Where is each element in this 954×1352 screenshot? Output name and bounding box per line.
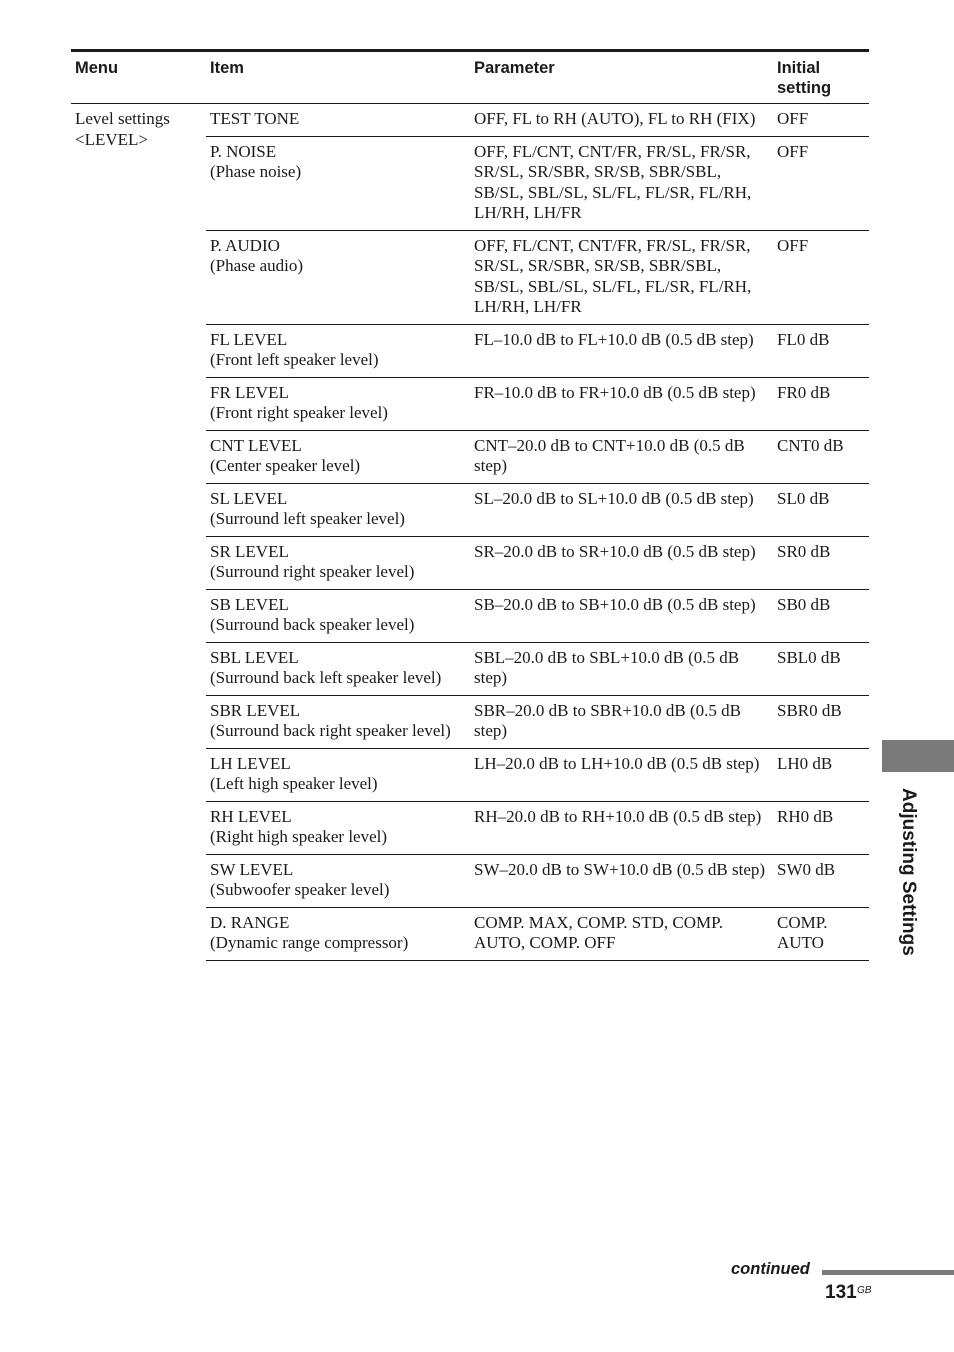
level-settings-table [71, 52, 869, 961]
item-description: (Front left speaker level) [210, 350, 379, 369]
item-cell [206, 136, 470, 230]
side-tab-label: Adjusting Settings [898, 788, 919, 956]
initial-setting-cell: OFF [773, 136, 869, 230]
parameter-cell: SL–20.0 dB to SL+10.0 dB (0.5 dB step) [470, 483, 773, 536]
item-name: CNT LEVEL [210, 435, 302, 455]
item-cell [206, 748, 470, 801]
initial-setting-cell: SR0 dB [773, 536, 869, 589]
item-description: (Surround left speaker level) [210, 509, 405, 528]
item-cell [206, 854, 470, 907]
item-name: LH LEVEL [210, 753, 291, 773]
parameter-cell: COMP. MAX, COMP. STD, COMP. AUTO, COMP. OFF [470, 907, 773, 960]
header-menu: Menu [75, 59, 119, 77]
continued-label: continued [731, 1260, 810, 1278]
item-cell [206, 801, 470, 854]
item-name: D. RANGE [210, 912, 290, 932]
item-name: P. AUDIO [210, 235, 280, 255]
header-item: Item [210, 59, 244, 77]
parameter-cell: FR–10.0 dB to FR+10.0 dB (0.5 dB step) [470, 377, 773, 430]
item-name: P. NOISE [210, 141, 277, 161]
item-cell [206, 483, 470, 536]
item-description: (Surround right speaker level) [210, 562, 415, 581]
item-cell [206, 104, 470, 137]
item-cell [206, 642, 470, 695]
side-tab-marker [882, 740, 954, 772]
item-description: (Right high speaker level) [210, 827, 388, 846]
table-header-row [71, 52, 869, 104]
initial-setting-cell: RH0 dB [773, 801, 869, 854]
parameter-cell: CNT–20.0 dB to CNT+10.0 dB (0.5 dB step) [470, 430, 773, 483]
initial-setting-cell: SBR0 dB [773, 695, 869, 748]
item-name: SR LEVEL [210, 541, 289, 561]
item-description: (Phase audio) [210, 256, 304, 275]
parameter-cell: RH–20.0 dB to RH+10.0 dB (0.5 dB step) [470, 801, 773, 854]
item-description: (Front right speaker level) [210, 403, 388, 422]
page-suffix: GB [857, 1285, 872, 1296]
item-name: TEST TONE [210, 109, 300, 128]
item-name: FR LEVEL [210, 382, 289, 402]
item-name: SBR LEVEL [210, 700, 301, 720]
initial-setting-cell: LH0 dB [773, 748, 869, 801]
item-cell [206, 230, 470, 324]
item-cell [206, 695, 470, 748]
item-description: (Left high speaker level) [210, 774, 378, 793]
item-description: (Center speaker level) [210, 456, 361, 475]
parameter-cell: SW–20.0 dB to SW+10.0 dB (0.5 dB step) [470, 854, 773, 907]
item-cell [206, 324, 470, 377]
initial-setting-cell: CNT0 dB [773, 430, 869, 483]
header-parameter: Parameter [474, 59, 555, 77]
item-description: (Surround back left speaker level) [210, 668, 442, 687]
menu-cell: Level settings <LEVEL> [75, 109, 170, 149]
initial-setting-cell: SBL0 dB [773, 642, 869, 695]
page-number: 131 [825, 1282, 857, 1303]
item-cell [206, 430, 470, 483]
initial-setting-cell: FL0 dB [773, 324, 869, 377]
item-name: RH LEVEL [210, 806, 292, 826]
initial-setting-cell: OFF [773, 230, 869, 324]
item-description: (Subwoofer speaker level) [210, 880, 390, 899]
table-row [71, 104, 869, 137]
parameter-cell: LH–20.0 dB to LH+10.0 dB (0.5 dB step) [470, 748, 773, 801]
item-description: (Surround back speaker level) [210, 615, 415, 634]
initial-setting-cell: SW0 dB [773, 854, 869, 907]
header-initial-setting: Initial setting [777, 59, 832, 97]
item-cell [206, 907, 470, 960]
parameter-cell: SR–20.0 dB to SR+10.0 dB (0.5 dB step) [470, 536, 773, 589]
parameter-cell: OFF, FL/CNT, CNT/FR, FR/SL, FR/SR, SR/SL, SR/SBR, SR/SB, SBR/SBL, SB/SL, SBL/SL, SL/FL, FL/SR, FL/RH, LH/RH, LH/FR [470, 230, 773, 324]
item-description: (Phase noise) [210, 162, 302, 181]
initial-setting-cell: SL0 dB [773, 483, 869, 536]
table-body [71, 104, 869, 961]
parameter-cell: SBL–20.0 dB to SBL+10.0 dB (0.5 dB step) [470, 642, 773, 695]
parameter-cell: OFF, FL to RH (AUTO), FL to RH (FIX) [470, 104, 773, 137]
settings-table-wrapper [71, 49, 869, 961]
parameter-cell: SBR–20.0 dB to SBR+10.0 dB (0.5 dB step) [470, 695, 773, 748]
item-description: (Surround back right speaker level) [210, 721, 451, 740]
continued-bar [822, 1270, 954, 1275]
item-name: SW LEVEL [210, 859, 294, 879]
item-cell [206, 536, 470, 589]
parameter-cell: FL–10.0 dB to FL+10.0 dB (0.5 dB step) [470, 324, 773, 377]
initial-setting-cell: FR0 dB [773, 377, 869, 430]
item-cell [206, 589, 470, 642]
item-description: (Dynamic range compressor) [210, 933, 409, 952]
parameter-cell: OFF, FL/CNT, CNT/FR, FR/SL, FR/SR, SR/SL, SR/SBR, SR/SB, SBR/SBL, SB/SL, SBL/SL, SL/FL, FL/SR, FL/RH, LH/RH, LH/FR [470, 136, 773, 230]
parameter-cell: SB–20.0 dB to SB+10.0 dB (0.5 dB step) [470, 589, 773, 642]
item-name: SL LEVEL [210, 488, 288, 508]
initial-setting-cell: OFF [773, 104, 869, 137]
item-name: FL LEVEL [210, 329, 288, 349]
initial-setting-cell: SB0 dB [773, 589, 869, 642]
initial-setting-cell: COMP. AUTO [773, 907, 869, 960]
item-name: SBL LEVEL [210, 647, 299, 667]
item-name: SB LEVEL [210, 594, 289, 614]
item-cell [206, 377, 470, 430]
